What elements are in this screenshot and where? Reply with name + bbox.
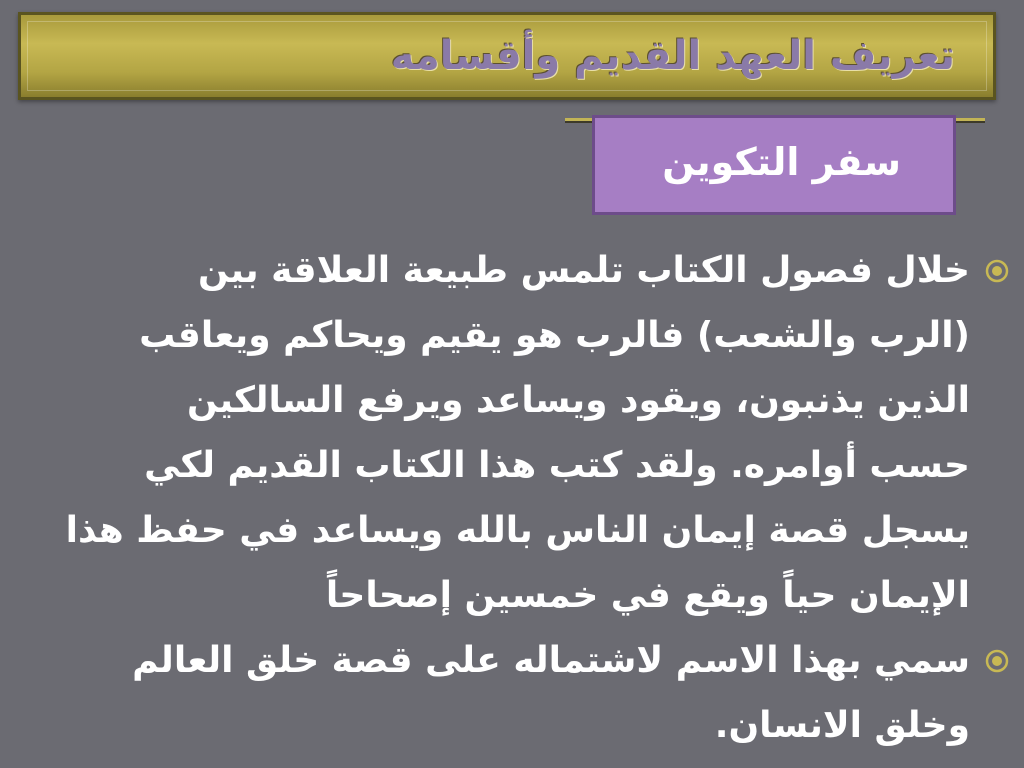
slide-subtitle: سفر التكوين [662,140,901,184]
title-bar [18,12,996,100]
bullet-item [62,238,1012,628]
bullet-text-line: الذين يذنبون، ويقود ويساعد ويرفع السالكين [186,380,970,421]
bullet-text-line: سمي بهذا الاسم لاشتماله على قصة خلق العالم [132,640,970,681]
bullet-text-line: خلال فصول الكتاب تلمس طبيعة العلاقة بين [198,250,970,291]
bullet-text-line: (الرب والشعب) فالرب هو يقيم ويحاكم ويعاقب [139,315,970,356]
bullet-item [62,628,1012,758]
subtitle-box [592,115,956,215]
bullet-text-line: يسجل قصة إيمان الناس بالله ويساعد في حفظ هذا [65,510,970,551]
slide-content [62,238,1012,758]
slide-title: تعريف العهد القديم وأقسامه [390,33,955,79]
bullet-text-line: وخلق الانسان. [714,705,970,746]
circle-bullet-icon [984,258,1010,284]
bullet-text-line: حسب أوامره. ولقد كتب هذا الكتاب القديم لكي [144,445,970,486]
bullet-text-line: الإيمان حياً ويقع في خمسين إصحاحاً [325,575,970,616]
circle-bullet-icon [984,648,1010,674]
